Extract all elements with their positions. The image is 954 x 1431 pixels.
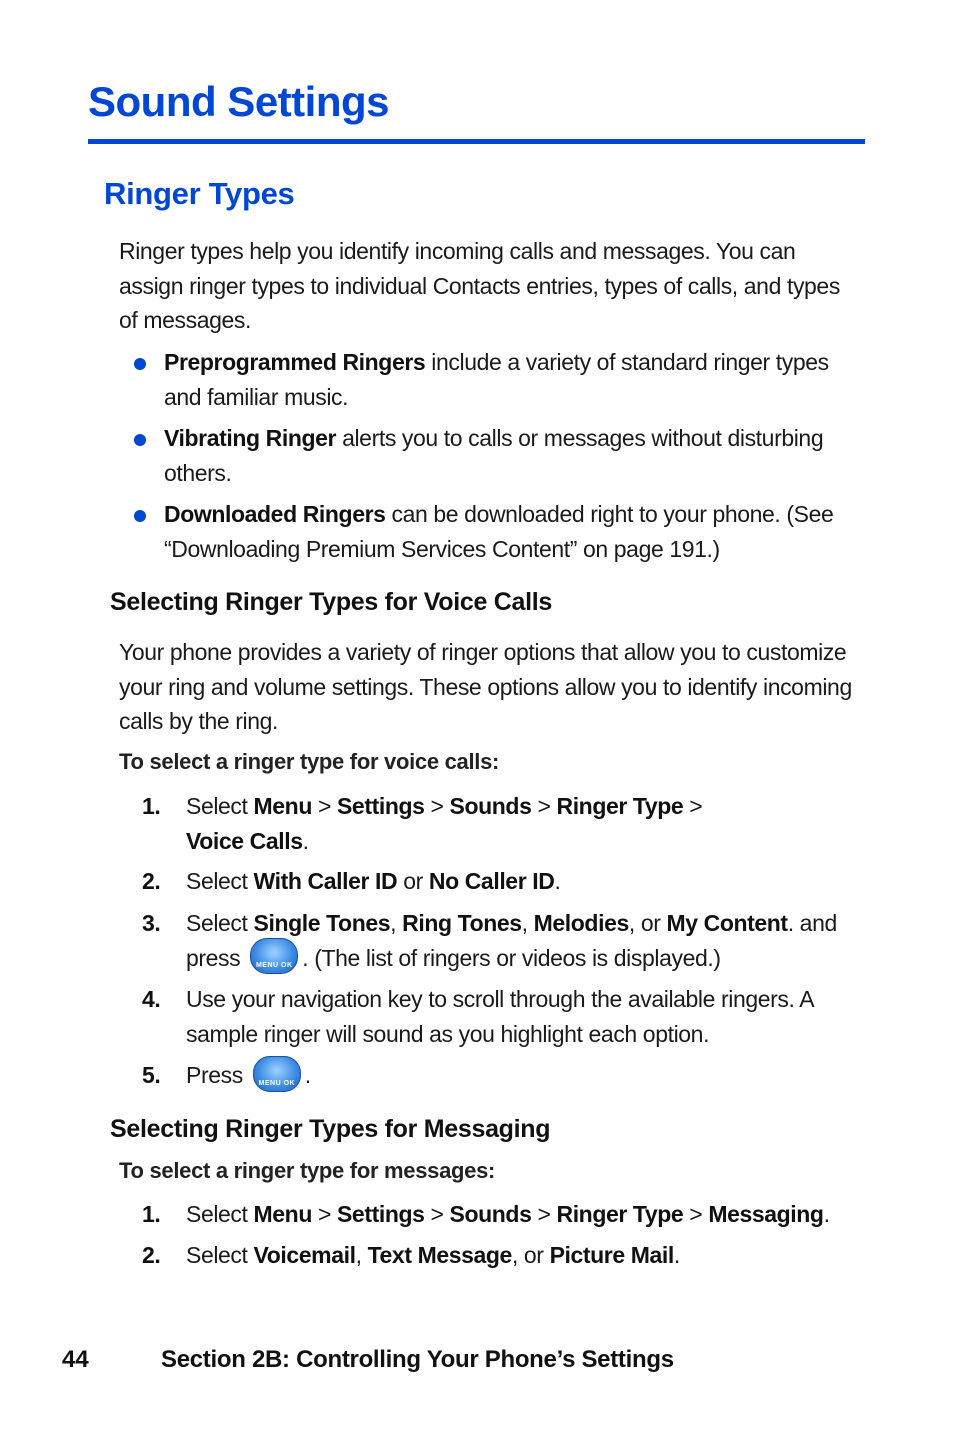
footer-section-title: Section 2B: Controlling Your Phone’s Settings bbox=[161, 1346, 674, 1373]
voice-step-1: 1. Select Menu > Settings > Sounds > Ringer Type > Voice Calls. bbox=[142, 793, 703, 854]
voice-steps-lead: To select a ringer type for voice calls: bbox=[119, 749, 500, 774]
voice-step-4: 4. Use your navigation key to scroll through the available ringers. A sample ringer will sound as you highlight each option. bbox=[142, 986, 813, 1047]
section-heading-ringer-types: Ringer Types bbox=[104, 176, 295, 211]
bullet-preprogrammed-ringers: Preprogrammed Ringers include a variety of standard ringer types and familiar music. bbox=[164, 345, 864, 414]
footer-page-number: 44 bbox=[62, 1346, 89, 1373]
voice-intro-paragraph: Your phone provides a variety of ringer options that allow you to customize your ring and volume settings. These options allow you to identify incoming calls by the ring. bbox=[119, 639, 852, 734]
bullet-downloaded-ringers: Downloaded Ringers can be downloaded right to your phone. (See “Downloading Premium Services Content” on page 191.) bbox=[164, 497, 864, 566]
voice-step-2: 2. Select With Caller ID or No Caller ID. bbox=[142, 868, 561, 894]
bullet-vibrating-ringer: Vibrating Ringer alerts you to calls or messages without disturbing others. bbox=[164, 421, 864, 490]
bullet-dot bbox=[134, 434, 146, 446]
voice-step-3: 3. Select Single Tones, Ring Tones, Melodies, or My Content. and press MENU OK . (The list of ringers or videos is displayed.) bbox=[186, 906, 876, 977]
title-rule bbox=[88, 139, 865, 144]
intro-paragraph: Ringer types help you identify incoming calls and messages. You can assign ringer types to individual Contacts entries, types of calls, and types of messages. bbox=[119, 238, 840, 333]
bullet-dot bbox=[134, 510, 146, 522]
bullet-dot bbox=[134, 358, 146, 370]
messaging-step-2: 2. Select Voicemail, Text Message, or Picture Mail. bbox=[142, 1242, 680, 1268]
messaging-step-1: 1. Select Menu > Settings > Sounds > Ringer Type > Messaging. bbox=[142, 1201, 830, 1227]
menu-ok-key-icon: MENU OK bbox=[250, 938, 298, 974]
subheading-voice-calls: Selecting Ringer Types for Voice Calls bbox=[110, 588, 552, 616]
voice-step-5: 5. Press MENU OK . bbox=[186, 1058, 876, 1095]
menu-ok-key-icon: MENU OK bbox=[253, 1056, 301, 1092]
subheading-messaging: Selecting Ringer Types for Messaging bbox=[110, 1115, 551, 1143]
page-title: Sound Settings bbox=[88, 78, 389, 125]
messaging-steps-lead: To select a ringer type for messages: bbox=[119, 1158, 496, 1183]
